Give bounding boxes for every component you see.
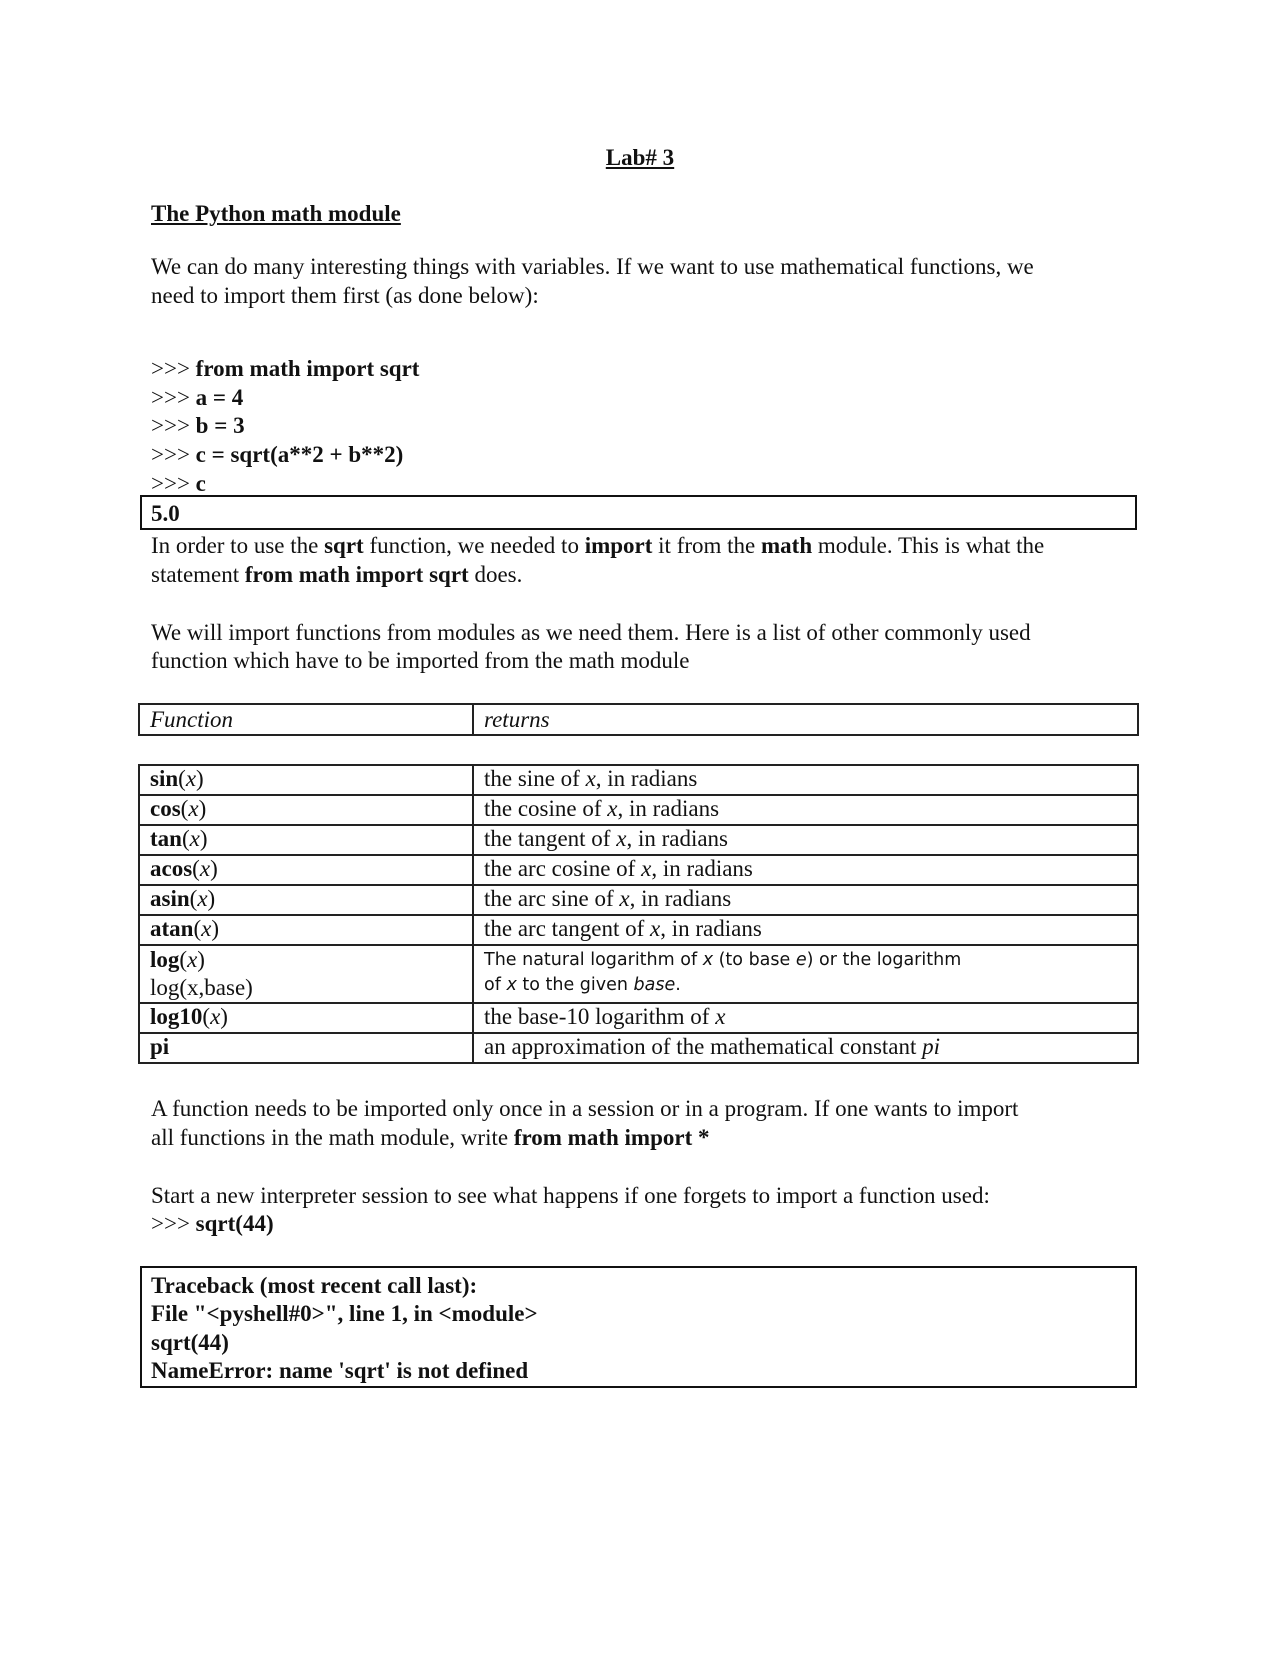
table-row xyxy=(139,795,1138,825)
function-desc: the sine of x, in radians xyxy=(473,765,1138,795)
function-desc: the base-10 logarithm of x xyxy=(473,1003,1138,1033)
function-name: pi xyxy=(139,1033,473,1063)
traceback-box xyxy=(140,1266,1137,1388)
code-text: from math import sqrt xyxy=(195,356,420,381)
table-row xyxy=(139,945,1138,1003)
table-row xyxy=(139,1003,1138,1033)
code-line xyxy=(151,354,419,383)
explain-line-2: statement from math import sqrt does. xyxy=(151,562,523,587)
function-name: sin(x) xyxy=(139,765,473,795)
prompt: >>> xyxy=(151,356,190,381)
traceback-line: NameError: name 'sqrt' is not defined xyxy=(151,1358,529,1383)
section-heading: The Python math module xyxy=(151,201,401,226)
list-intro-line-2: function which have to be imported from the math module xyxy=(151,648,690,673)
table-row xyxy=(139,1033,1138,1063)
function-table-header xyxy=(138,703,1139,736)
code-line xyxy=(151,411,245,440)
prompt: >>> xyxy=(151,471,190,496)
function-desc: an approximation of the mathematical constant pi xyxy=(473,1033,1138,1063)
function-table xyxy=(138,764,1139,1064)
traceback-line: File "<pyshell#0>", line 1, in <module> xyxy=(151,1301,538,1326)
function-desc: the tangent of x, in radians xyxy=(473,825,1138,855)
forget-line-1: Start a new interpreter session to see what happens if one forgets to import a function used: xyxy=(151,1183,990,1208)
code-text: a = 4 xyxy=(195,385,244,410)
output-box xyxy=(140,495,1137,530)
function-name: tan(x) xyxy=(139,825,473,855)
function-desc: the cosine of x, in radians xyxy=(473,795,1138,825)
function-name: cos(x) xyxy=(139,795,473,825)
intro-line-2: need to import them first (as done below): xyxy=(151,283,539,308)
function-desc: the arc sine of x, in radians xyxy=(473,885,1138,915)
function-name: log10(x) xyxy=(139,1003,473,1033)
import-note-line-1: A function needs to be imported only once in a session or in a program. If one wants to import xyxy=(151,1096,1019,1121)
forget-cmd-line: >>> sqrt(44) xyxy=(151,1211,274,1236)
page-title: Lab# 3 xyxy=(605,145,675,170)
function-desc: The natural logarithm of x (to base e) or the logarithm of x to the given base. xyxy=(473,945,1138,1003)
import-note-line-2: all functions in the math module, write from math import * xyxy=(151,1125,710,1150)
code-line xyxy=(151,440,403,469)
prompt: >>> xyxy=(151,385,190,410)
function-desc: the arc cosine of x, in radians xyxy=(473,855,1138,885)
table-row xyxy=(139,855,1138,885)
traceback-line: Traceback (most recent call last): xyxy=(151,1273,478,1298)
code-text: c = sqrt(a**2 + b**2) xyxy=(195,442,404,467)
code-text: c xyxy=(195,471,206,496)
table-row xyxy=(139,915,1138,945)
function-name: atan(x) xyxy=(139,915,473,945)
header-function: Function xyxy=(139,704,473,735)
traceback-line: sqrt(44) xyxy=(151,1330,229,1355)
function-name: log(x) log(x,base) xyxy=(139,945,473,1003)
table-row xyxy=(139,704,1138,735)
prompt: >>> xyxy=(151,442,190,467)
function-desc: the arc tangent of x, in radians xyxy=(473,915,1138,945)
function-name: asin(x) xyxy=(139,885,473,915)
code-line xyxy=(151,469,206,498)
output-value: 5.0 xyxy=(151,501,180,526)
list-intro-line-1: We will import functions from modules as we need them. Here is a list of other commonly used xyxy=(151,620,1031,645)
code-line xyxy=(151,383,243,412)
table-row xyxy=(139,885,1138,915)
code-text: b = 3 xyxy=(195,413,245,438)
function-name: acos(x) xyxy=(139,855,473,885)
table-row xyxy=(139,765,1138,795)
header-returns: returns xyxy=(473,704,1138,735)
explain-line-1: In order to use the sqrt function, we needed to import it from the math module. This is what the xyxy=(151,533,1045,558)
table-row xyxy=(139,825,1138,855)
prompt: >>> xyxy=(151,413,190,438)
intro-line-1: We can do many interesting things with variables. If we want to use mathematical functions, we xyxy=(151,254,1034,279)
